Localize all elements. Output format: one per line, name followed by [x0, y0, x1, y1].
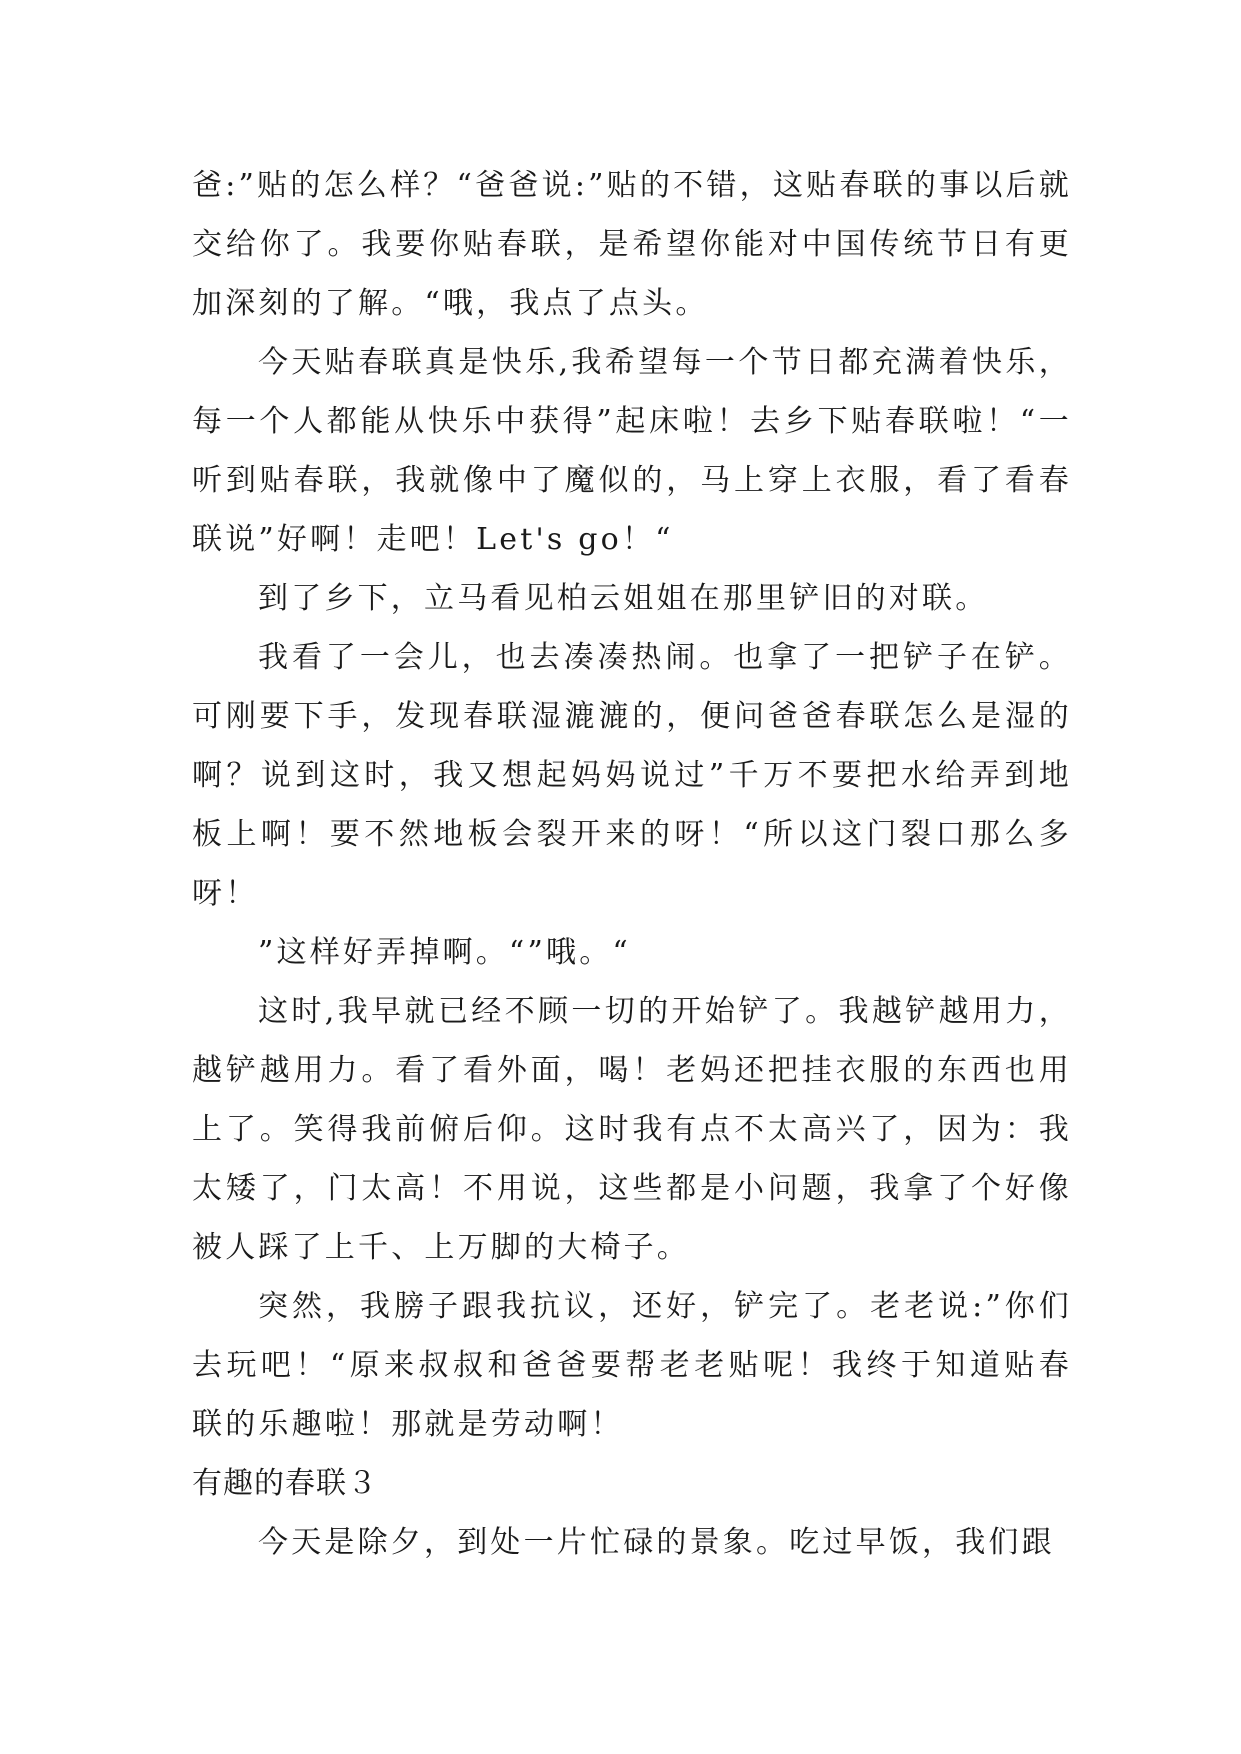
paragraph: 这时,我早就已经不顾一切的开始铲了。我越铲越用力，越铲越用力。看了看外面，喝！老妈还把挂衣服的东西也用上了。笑得我前俯后仰。这时我有点不太高兴了，因为：我太矮了，门太高！不用说，这些都是小问题，我拿了个好像被人踩了上千、上万脚的大椅子。	[192, 994, 1072, 1265]
paragraph: 我看了一会儿，也去凑凑热闹。也拿了一把铲子在铲。可刚要下手，发现春联湿漉漉的，便问爸爸春联怎么是湿的啊？说到这时，我又想起妈妈说过”千万不要把水给弄到地板上啊！要不然地板会裂开来的呀！“所以这门裂口那么多呀！	[192, 640, 1072, 911]
paragraph: ”这样好弄掉啊。“”哦。“	[258, 935, 631, 970]
paragraph: 爸:”贴的怎么样？“爸爸说:”贴的不错，这贴春联的事以后就交给你了。我要你贴春联，是希望你能对中国传统节日有更加深刻的了解。“哦，我点了点头。	[192, 168, 1072, 321]
section-title: 有趣的春联３	[192, 1466, 378, 1501]
document-page	[192, 156, 1072, 1572]
paragraph: 到了乡下，立马看见柏云姐姐在那里铲旧的对联。	[258, 581, 989, 616]
paragraph: 今天贴春联真是快乐,我希望每一个节日都充满着快乐，每一个人都能从快乐中获得”起床啦！去乡下贴春联啦！“一听到贴春联，我就像中了魔似的，马上穿上衣服，看了看春联说”好啊！走吧！Let's go！“	[192, 345, 1072, 557]
paragraph: 突然，我膀子跟我抗议，还好，铲完了。老老说:”你们去玩吧！“原来叔叔和爸爸要帮老老贴呢！我终于知道贴春联的乐趣啦！那就是劳动啊！	[192, 1289, 1072, 1442]
paragraph: 今天是除夕，到处一片忙碌的景象。吃过早饭，我们跟	[258, 1525, 1055, 1560]
